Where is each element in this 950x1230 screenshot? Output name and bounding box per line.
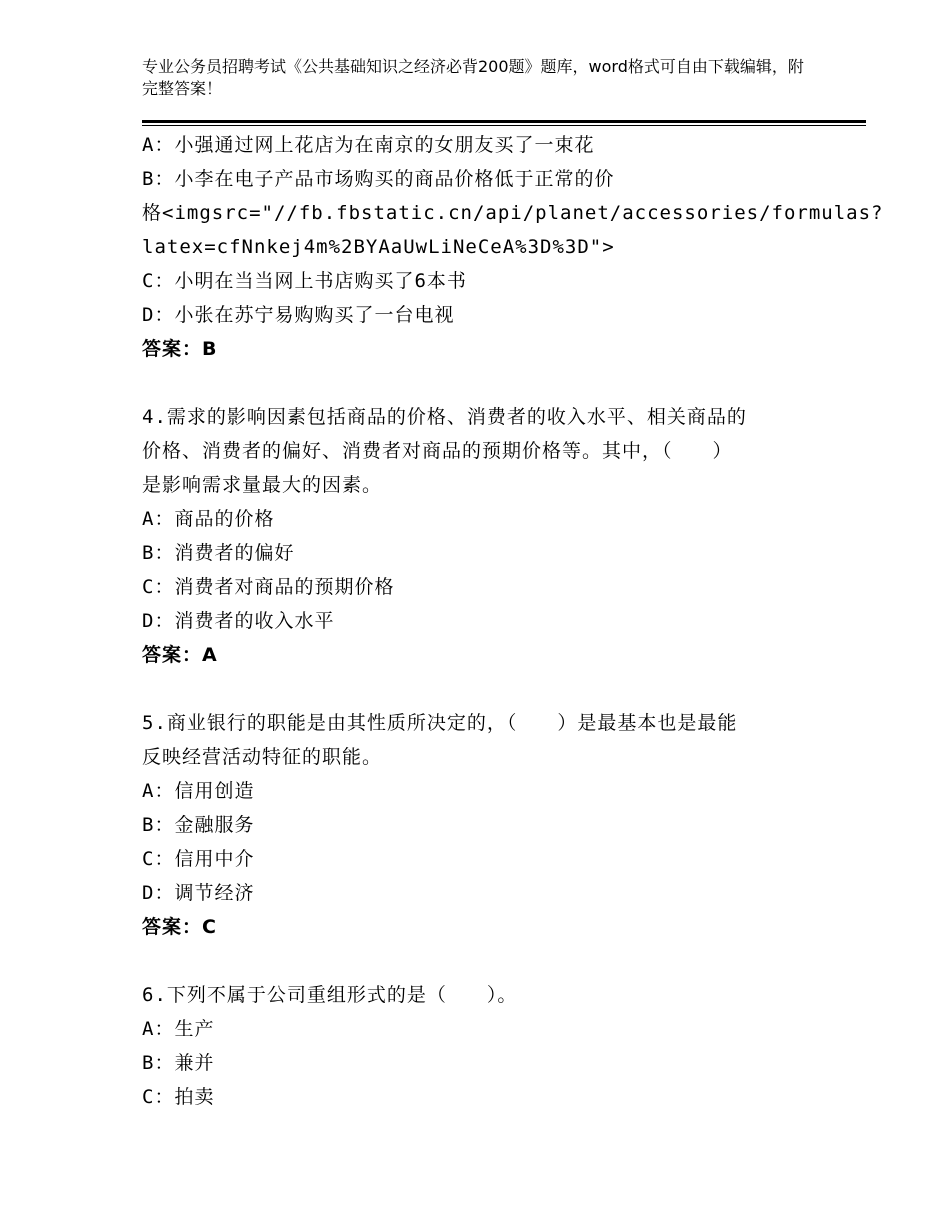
header-rule-thick <box>142 120 866 123</box>
question-5-block <box>142 706 822 944</box>
q3-option-b-cont-1: 格<imgsrc="//fb.fbstatic.cn/api/planet/accessories/formulas? <box>142 202 884 224</box>
q6-option-b: B：兼并 <box>142 1052 215 1074</box>
q6-option-c: C：拍卖 <box>142 1086 215 1108</box>
question-4-block <box>142 400 822 672</box>
q5-option-b: B：金融服务 <box>142 814 255 836</box>
q5-option-c: C：信用中介 <box>142 848 255 870</box>
question-3-block <box>142 128 884 366</box>
q5-option-a: A：信用创造 <box>142 780 255 802</box>
q5-option-d: D：调节经济 <box>142 882 255 904</box>
header-rule-thin <box>142 125 866 126</box>
question-body <box>142 128 884 1114</box>
q3-option-a: A：小强通过网上花店为在南京的女朋友买了一束花 <box>142 134 595 156</box>
q4-stem-line-3: 是影响需求量最大的因素。 <box>142 474 383 496</box>
q4-stem-line-2: 价格、消费者的偏好、消费者对商品的预期价格等。其中，（ ） <box>142 440 733 462</box>
q4-option-d: D：消费者的收入水平 <box>142 610 335 632</box>
q4-answer: 答案：A <box>142 644 218 666</box>
document-header: 专业公务员招聘考试《公共基础知识之经济必背200题》题库，word格式可自由下载编辑，附完整答案！ <box>142 57 804 98</box>
q4-option-c: C：消费者对商品的预期价格 <box>142 576 395 598</box>
q5-stem-line-1: 5.商业银行的职能是由其性质所决定的，（ ）是最基本也是最能 <box>142 712 738 734</box>
q5-stem-line-2: 反映经营活动特征的职能。 <box>142 746 383 768</box>
q5-answer: 答案：C <box>142 916 217 938</box>
q3-answer: 答案：B <box>142 338 218 360</box>
q3-option-d: D：小张在苏宁易购购买了一台电视 <box>142 304 455 326</box>
q4-stem-line-1: 4.需求的影响因素包括商品的价格、消费者的收入水平、相关商品的 <box>142 406 747 428</box>
q4-option-a: A：商品的价格 <box>142 508 275 530</box>
q6-stem-line-1: 6.下列不属于公司重组形式的是（ ）。 <box>142 984 518 1006</box>
q3-option-b-cont-2: latex=cfNnkej4m%2BYAaUwLiNeCeA%3D%3D"> <box>142 236 615 258</box>
q3-option-b: B：小李在电子产品市场购买的商品价格低于正常的价 <box>142 168 615 190</box>
question-6-block <box>142 978 822 1114</box>
q6-option-a: A：生产 <box>142 1018 215 1040</box>
q3-option-c: C：小明在当当网上书店购买了6本书 <box>142 270 467 292</box>
q4-option-b: B：消费者的偏好 <box>142 542 295 564</box>
